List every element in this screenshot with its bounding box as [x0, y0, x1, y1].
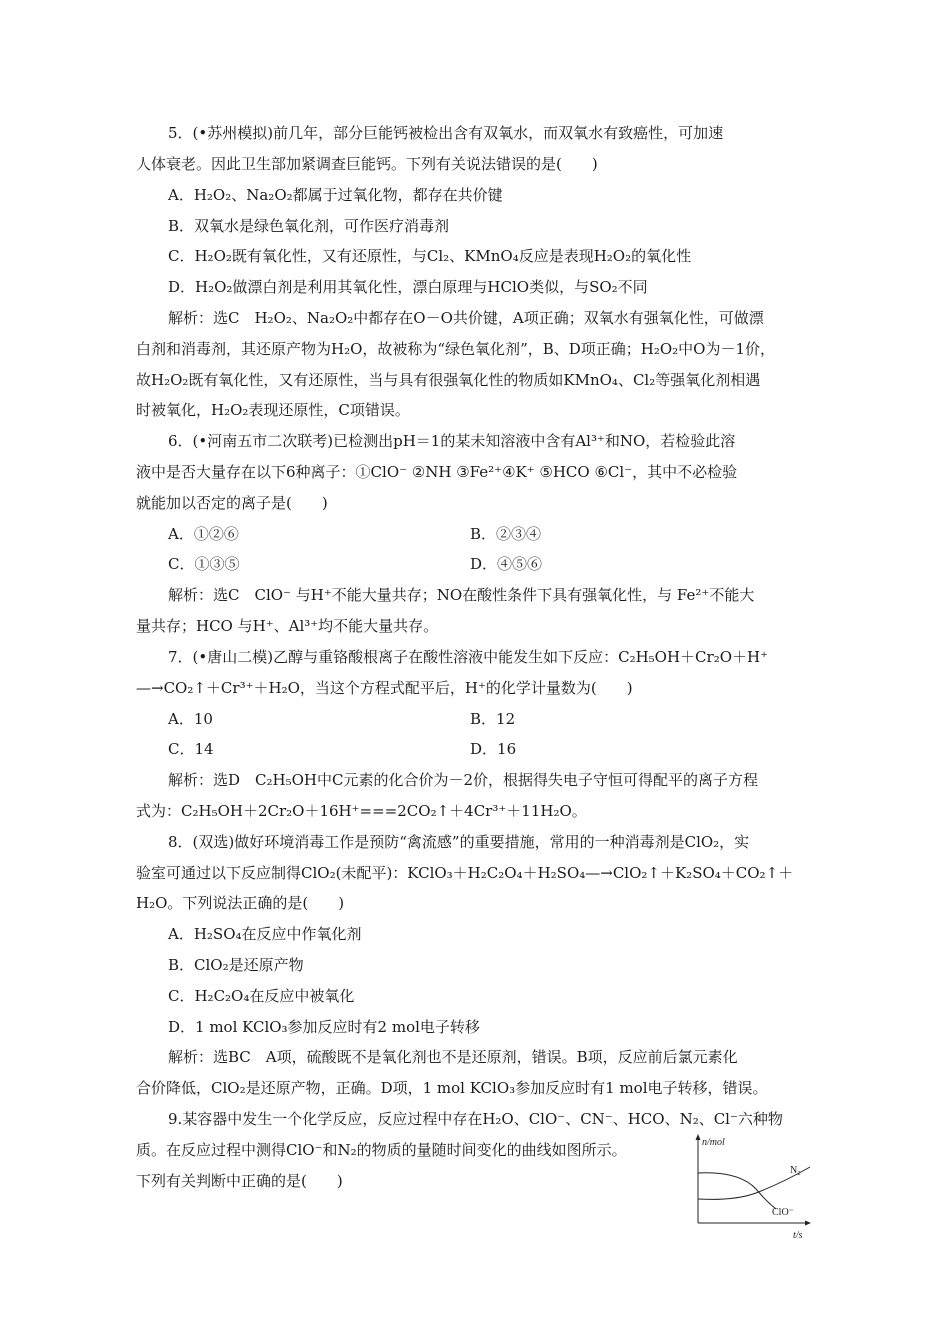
q7-option-c: C．14 — [168, 740, 214, 758]
q7-stem-line2: —→CO₂↑＋Cr³⁺＋H₂O，当这个方程式配平后，H⁺的化学计量数为( ) — [136, 679, 633, 697]
q8-analysis-line2: 合价降低，ClO₂是还原产物，正确。D项，1 mol KClO₃参加反应时有1 mol电子转移，错误。 — [136, 1079, 768, 1097]
q6-stem-line2: 液中是否大量存在以下6种离子：①ClO⁻ ②NH ③Fe²⁺④K⁺ ⑤HCO ⑥Cl⁻，其中不必检验 — [136, 463, 738, 481]
q8-option-b: B．ClO₂是还原产物 — [168, 956, 304, 974]
q6-option-b: B．②③④ — [470, 525, 542, 543]
q5-stem-line2: 人体衰老。因此卫生部加紧调查巨能钙。下列有关说法错误的是( ) — [136, 155, 598, 173]
q8-option-a: A．H₂SO₄在反应中作氧化剂 — [168, 925, 362, 943]
q5-analysis-line4: 时被氧化，H₂O₂表现还原性，C项错误。 — [136, 401, 410, 419]
q5-option-c: C．H₂O₂既有氧化性，又有还原性，与Cl₂、KMnO₄反应是表现H₂O₂的氧化性 — [168, 247, 692, 265]
x-axis-label: t/s — [793, 1230, 803, 1241]
q8-stem-line1: 8．(双选)做好环境消毒工作是预防“禽流感”的重要措施，常用的一种消毒剂是ClO₂，实 — [168, 833, 750, 851]
n2-curve-label: N₂ — [790, 1165, 801, 1176]
q7-option-a: A．10 — [168, 710, 213, 728]
q7-option-b: B．12 — [470, 710, 516, 728]
q6-analysis-line1: 解析：选C ClO⁻ 与H⁺不能大量共存；NO在酸性条件下具有强氧化性，与 Fe²⁺不能大 — [168, 586, 755, 604]
q8-option-c: C．H₂C₂O₄在反应中被氧化 — [168, 987, 355, 1005]
q5-analysis-line2: 白剂和消毒剂，其还原产物为H₂O，故被称为“绿色氧化剂”，B、D项正确；H₂O₂中O为－1价， — [136, 340, 776, 358]
q7-analysis-line1: 解析：选D C₂H₅OH中C元素的化合价为－2价，根据得失电子守恒可得配平的离子方程 — [168, 771, 759, 789]
q7-stem-line1: 7．(•唐山二模)乙醇与重铬酸根离子在酸性溶液中能发生如下反应：C₂H₅OH＋Cr₂O＋H⁺ — [168, 648, 769, 666]
y-axis-label: n/mol — [702, 1137, 725, 1148]
q5-option-d: D．H₂O₂做漂白剂是利用其氧化性，漂白原理与HClO类似，与SO₂不同 — [168, 278, 648, 296]
q5-stem-line1: 5．(•苏州模拟)前几年，部分巨能钙被检出含有双氧水，而双氧水有致癌性，可加速 — [168, 124, 724, 142]
q6-analysis-line2: 量共存；HCO 与H⁺、Al³⁺均不能大量共存。 — [136, 617, 439, 635]
q5-option-b: B．双氧水是绿色氧化剂，可作医疗消毒剂 — [168, 217, 450, 235]
q6-stem-line3: 就能加以否定的离子是( ) — [136, 494, 328, 512]
q5-option-a: A．H₂O₂、Na₂O₂都属于过氧化物，都存在共价键 — [168, 186, 503, 204]
q6-option-c: C．①③⑤ — [168, 555, 240, 573]
q8-stem-line3: H₂O。下列说法正确的是( ) — [136, 894, 345, 912]
q5-analysis-line3: 故H₂O₂既有氧化性，又有还原性，当与具有很强氧化性的物质如KMnO₄、Cl₂等强氧化剂相遇 — [136, 371, 761, 389]
y-axis-arrow — [696, 1134, 701, 1140]
q7-option-d: D．16 — [470, 740, 517, 758]
q5-analysis-line1: 解析：选C H₂O₂、Na₂O₂中都存在O－O共价键，A项正确；双氧水有强氧化性，可做漂 — [168, 309, 764, 327]
q9-stem-line3: 下列有关判断中正确的是( ) — [136, 1172, 343, 1190]
q8-stem-line2: 验室可通过以下反应制得ClO₂(未配平)：KClO₃＋H₂C₂O₄＋H₂SO₄—→ClO₂↑＋K₂SO₄＋CO₂↑＋ — [136, 864, 794, 882]
q6-option-a: A．①②⑥ — [168, 525, 239, 543]
clo-curve — [698, 1173, 776, 1209]
clo-curve-label: ClO⁻ — [772, 1207, 794, 1218]
q8-option-d: D．1 mol KClO₃参加反应时有2 mol电子转移 — [168, 1018, 480, 1036]
q6-option-d: D．④⑤⑥ — [470, 555, 543, 573]
amount-time-figure — [684, 1133, 814, 1245]
q7-analysis-line2: 式为：C₂H₅OH＋2Cr₂O＋16H⁺===2CO₂↑＋4Cr³⁺＋11H₂O。 — [136, 802, 587, 820]
q6-stem-line1: 6．(•河南五市二次联考)已检测出pH＝1的某未知溶液中含有Al³⁺和NO，若检验此溶 — [168, 432, 736, 450]
q8-analysis-line1: 解析：选BC A项，硫酸既不是氧化剂也不是还原剂，错误。B项，反应前后氯元素化 — [168, 1048, 738, 1066]
x-axis-arrow — [805, 1221, 811, 1226]
q9-stem-line2: 质。在反应过程中测得ClO⁻和N₂的物质的量随时间变化的曲线如图所示。 — [136, 1141, 627, 1159]
q9-stem-line1: 9.某容器中发生一个化学反应，反应过程中存在H₂O、ClO⁻、CN⁻、HCO、N₂、Cl⁻六种物 — [168, 1110, 783, 1128]
